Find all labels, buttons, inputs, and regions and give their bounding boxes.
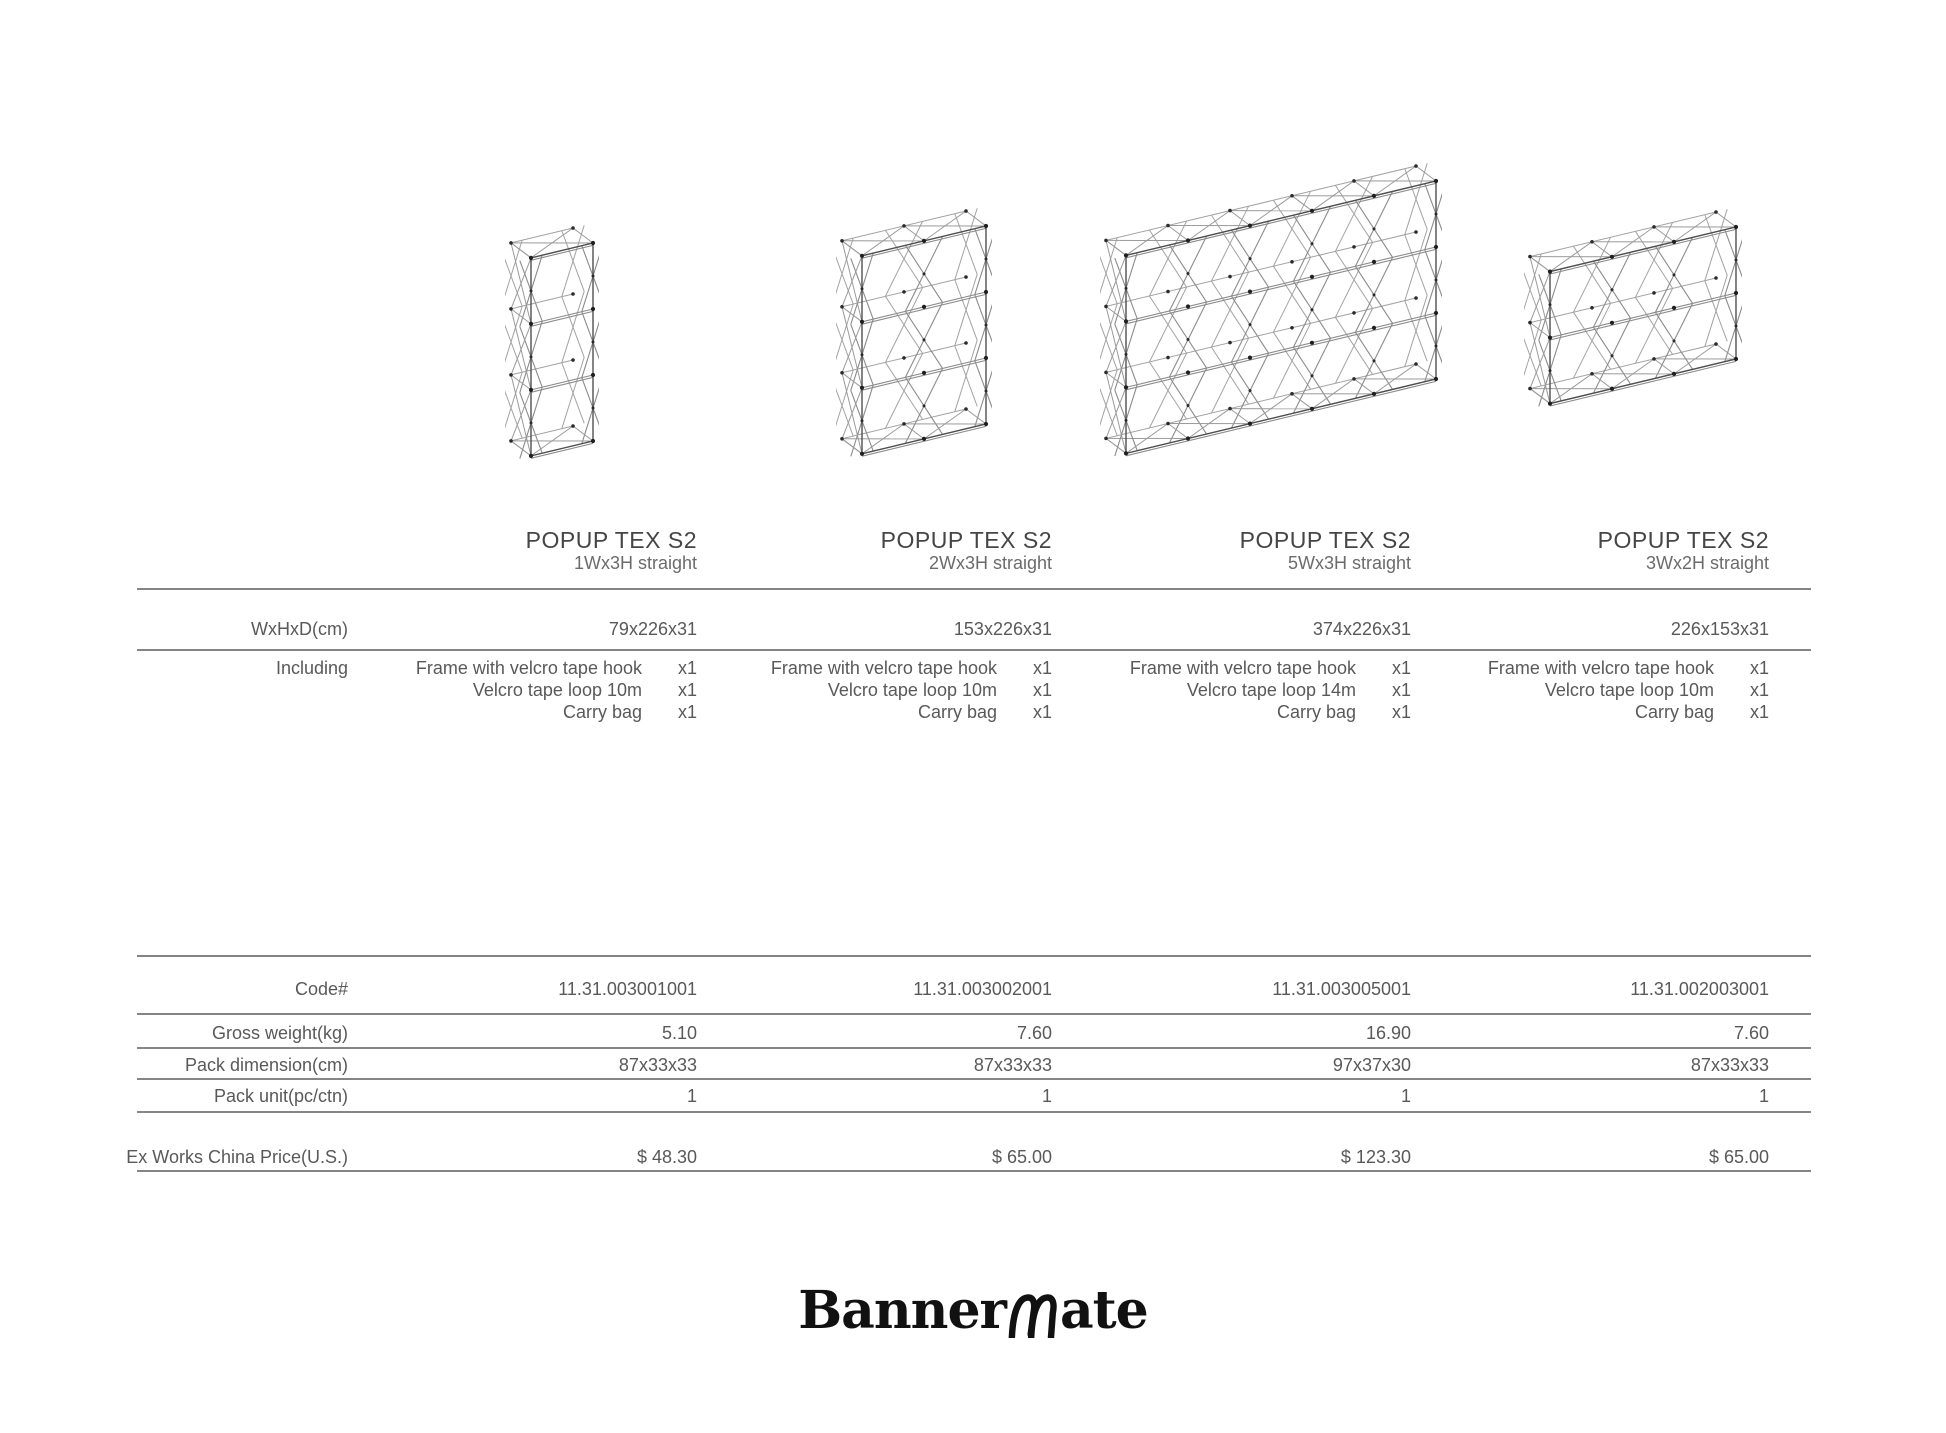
including-qty: x1 [677,680,697,700]
row-label: Including [275,658,348,678]
code-value: 11.31.003002001 [913,979,1052,999]
product-title: POPUP TEX S2 [1239,527,1411,553]
including-item: Carry bag [917,702,997,722]
gross-weight-value: 5.10 [661,1023,697,1043]
dimensions-value: 79x226x31 [608,619,697,639]
including-qty: x1 [1032,658,1052,678]
code-value: 11.31.003001001 [558,979,697,999]
frame-illustration-3w2h [1524,206,1742,415]
divider [137,955,1811,957]
including-list [1411,657,1769,723]
row-label: Gross weight(kg) [211,1023,348,1043]
row-label: Ex Works China Price(U.S.) [126,1147,348,1167]
including-item: Frame with velcro tape hook [415,658,642,678]
divider [137,1170,1811,1172]
including-item: Velcro tape loop 14m [1186,680,1356,700]
product-2-header [697,527,1052,574]
pack-unit-value: 1 [1400,1086,1411,1106]
code-value: 11.31.003005001 [1272,979,1411,999]
pack-dimension-value: 87x33x33 [1690,1055,1769,1075]
product-subtitle: 3Wx2H straight [1645,553,1769,573]
including-qty: x1 [1749,658,1769,678]
spec-row-code [0,978,1769,1000]
frame-illustration-5w3h [1100,160,1442,464]
dimensions-value: 153x226x31 [953,619,1052,639]
price-value: $ 123.30 [1340,1147,1411,1167]
including-qty: x1 [1391,680,1411,700]
price-value: $ 48.30 [636,1147,697,1167]
gross-weight-value: 7.60 [1016,1023,1052,1043]
gross-weight-value: 7.60 [1733,1023,1769,1043]
product-3-header [1052,527,1411,574]
price-value: $ 65.00 [1708,1147,1769,1167]
including-item: Velcro tape loop 10m [1544,680,1714,700]
including-item: Velcro tape loop 10m [472,680,642,700]
stylized-m-icon [1007,1292,1059,1338]
including-item: Velcro tape loop 10m [827,680,997,700]
product-title: POPUP TEX S2 [880,527,1052,553]
including-list [697,657,1052,723]
including-qty: x1 [1032,680,1052,700]
product-title: POPUP TEX S2 [525,527,697,553]
spec-row-dimensions [0,618,1769,640]
product-4-header [1411,527,1769,574]
pack-unit-value: 1 [1041,1086,1052,1106]
gross-weight-value: 16.90 [1365,1023,1411,1043]
including-qty: x1 [1749,680,1769,700]
product-title: POPUP TEX S2 [1597,527,1769,553]
pack-dimension-value: 87x33x33 [973,1055,1052,1075]
spec-row-pack-unit [0,1085,1769,1107]
including-qty: x1 [1391,658,1411,678]
divider [137,588,1811,590]
divider [137,1047,1811,1049]
divider [137,649,1811,651]
including-item: Carry bag [562,702,642,722]
product-subtitle: 5Wx3H straight [1287,553,1411,573]
spec-row-gross-weight [0,1022,1769,1044]
product-1-header [348,527,697,574]
including-qty: x1 [677,702,697,722]
logo-text-prefix: Banner [798,1280,1006,1341]
row-label: WxHxD(cm) [251,619,348,639]
including-item: Frame with velcro tape hook [1487,658,1714,678]
brand-logo [0,1281,1946,1341]
including-qty: x1 [1749,702,1769,722]
divider [137,1078,1811,1080]
dimensions-value: 374x226x31 [1312,619,1411,639]
price-value: $ 65.00 [991,1147,1052,1167]
row-label: Pack unit(pc/ctn) [213,1086,348,1106]
pack-unit-value: 1 [1758,1086,1769,1106]
frame-illustration-1w3h [505,222,599,467]
including-list [1052,657,1411,723]
row-label: Code# [294,979,348,999]
divider [137,1111,1811,1113]
including-item: Carry bag [1634,702,1714,722]
spec-row-price [0,1146,1769,1168]
pack-dimension-value: 87x33x33 [618,1055,697,1075]
row-label: Pack dimension(cm) [184,1055,348,1075]
pack-unit-value: 1 [686,1086,697,1106]
product-subtitle: 2Wx3H straight [928,553,1052,573]
including-item: Frame with velcro tape hook [770,658,997,678]
title-row [0,527,1769,574]
spec-row-including [0,657,1769,723]
including-qty: x1 [1032,702,1052,722]
pack-dimension-value: 97x37x30 [1332,1055,1411,1075]
frame-illustration-2w3h [836,205,992,465]
including-qty: x1 [1391,702,1411,722]
including-item: Frame with velcro tape hook [1129,658,1356,678]
code-value: 11.31.002003001 [1630,979,1769,999]
divider [137,1013,1811,1015]
dimensions-value: 226x153x31 [1670,619,1769,639]
product-subtitle: 1Wx3H straight [573,553,697,573]
including-list [348,657,697,723]
spec-row-pack-dimension [0,1054,1769,1076]
including-item: Carry bag [1276,702,1356,722]
logo-text-suffix: ate [1059,1280,1148,1341]
including-qty: x1 [677,658,697,678]
